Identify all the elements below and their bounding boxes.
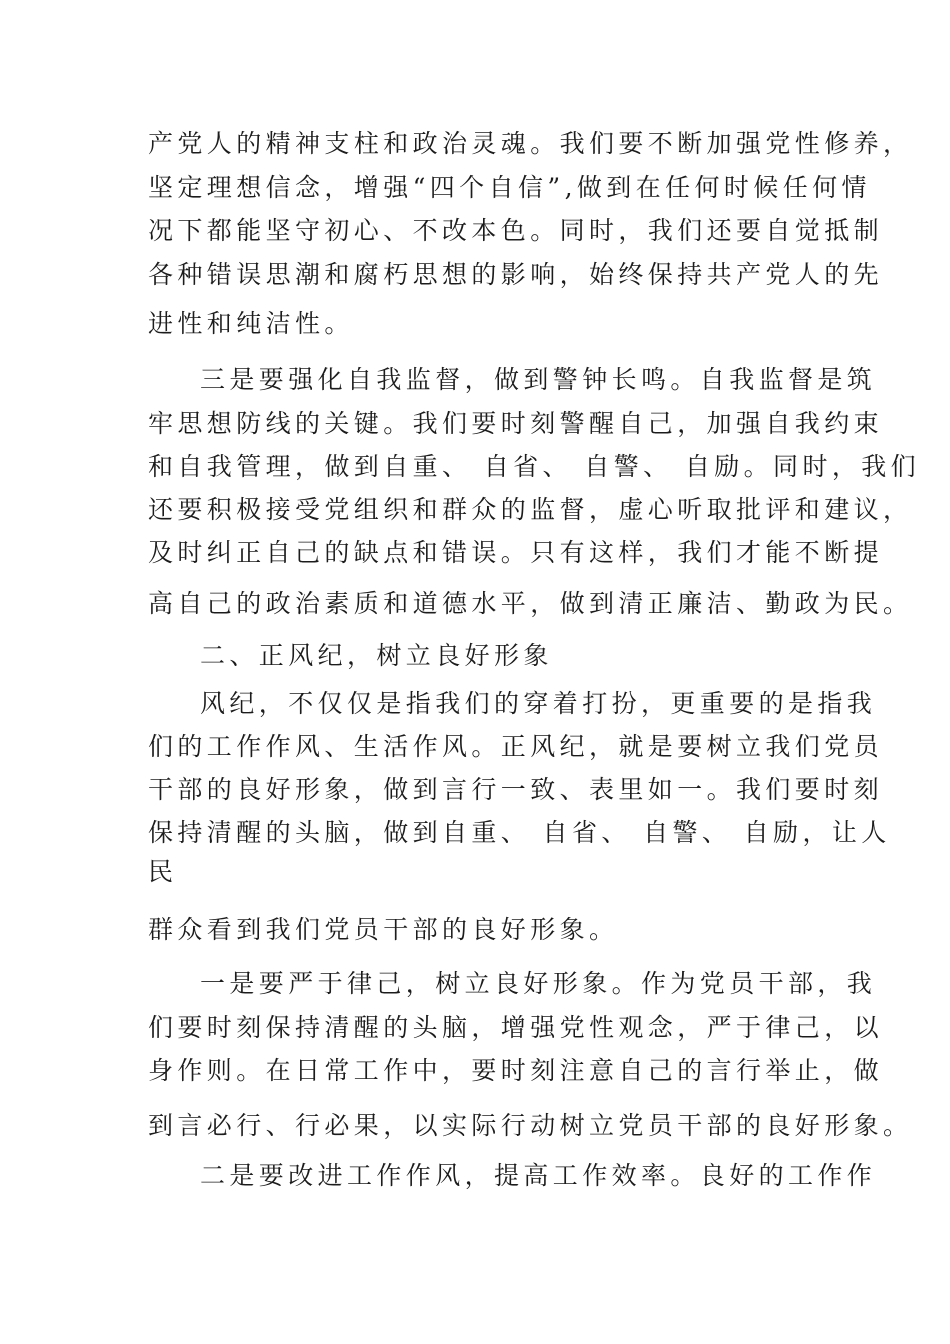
paragraph-start-line: 风纪，不仅仅是指我们的穿着打扮，更重要的是指我 xyxy=(200,689,877,718)
text-line: 高自己的政治素质和道德水平，做到清正廉洁、勤政为民。 xyxy=(148,589,913,618)
text-line: 干部的良好形象，做到言行一致、表里如一。我们要时刻 xyxy=(148,775,884,804)
text-line: 还要积极接受党组织和群众的监督，虚心听取批评和建议， xyxy=(148,495,913,524)
section-heading: 二、正风纪，树立良好形象 xyxy=(200,641,553,670)
text-line: 进性和纯洁性。 xyxy=(148,309,354,338)
text-line: 况下都能坚守初心、不改本色。同时，我们还要自觉抵制 xyxy=(148,216,884,245)
paragraph-start-line: 一是要严于律己，树立良好形象。作为党员干部，我 xyxy=(200,969,877,998)
text-line: 保持清醒的头脑，做到自重、 自省、 自警、 自励，让人 xyxy=(148,818,891,847)
paragraph-start-line: 三是要强化自我监督，做到警钟长鸣。自我监督是筑 xyxy=(200,365,877,394)
text-line: 各种错误思潮和腐朽思想的影响，始终保持共产党人的先 xyxy=(148,260,884,289)
text-line: 牢思想防线的关键。我们要时刻警醒自己，加强自我约束 xyxy=(148,409,884,438)
text-line: 坚定理想信念，增强“四个自信”,做到在任何时候任何情 xyxy=(148,173,871,202)
text-line: 们的工作作风、生活作风。正风纪，就是要树立我们党员 xyxy=(148,732,884,761)
text-line: 及时纠正自己的缺点和错误。只有这样，我们才能不断提 xyxy=(148,538,884,567)
text-line: 和自我管理，做到自重、 自省、 自警、 自励。同时，我们 xyxy=(148,452,921,481)
text-line: 们要时刻保持清醒的头脑，增强党性观念，严于律己，以 xyxy=(148,1013,884,1042)
paragraph-start-line: 二是要改进工作作风，提高工作效率。良好的工作作 xyxy=(200,1161,877,1190)
text-line: 到言必行、行必果，以实际行动树立党员干部的良好形象。 xyxy=(148,1111,913,1140)
text-line: 群众看到我们党员干部的良好形象。 xyxy=(148,915,619,944)
text-line: 民 xyxy=(148,857,178,886)
text-line: 产党人的精神支柱和政治灵魂。我们要不断加强党性修养， xyxy=(148,129,913,158)
text-line: 身作则。在日常工作中，要时刻注意自己的言行举止，做 xyxy=(148,1056,884,1085)
